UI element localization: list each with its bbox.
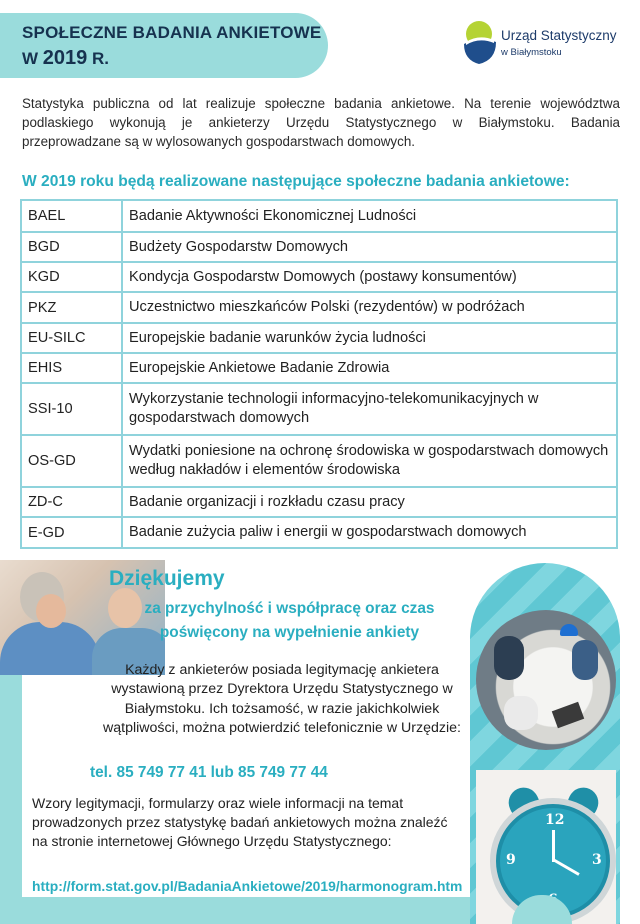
title-year: 2019 <box>42 47 88 69</box>
survey-code: KGD <box>21 262 122 292</box>
survey-name: Badanie Aktywności Ekonomicznej Ludności <box>122 200 617 232</box>
survey-code: E-GD <box>21 517 122 548</box>
survey-name: Badanie zużycia paliw i energii w gospodarstwach domowych <box>122 517 617 548</box>
info-text: Wzory legitymacji, formularzy oraz wiele informacji na temat prowadzonych przez statystykę badań ankietowych można znaleźć na stronie internetowej Głównego Urzędu Statystycznego: <box>32 795 448 849</box>
clock-numeral: 3 <box>592 852 602 868</box>
survey-name: Europejskie badanie warunków życia ludności <box>122 323 617 353</box>
survey-code: ZD-C <box>21 487 122 517</box>
survey-code: OS-GD <box>21 435 122 487</box>
table-row <box>21 517 617 548</box>
table-row <box>21 435 617 487</box>
surveys-heading: W 2019 roku będą realizowane następujące społeczne badania ankietowe: <box>22 173 570 190</box>
meeting-photo <box>476 610 616 750</box>
photo-figure <box>36 594 66 628</box>
surveys-table <box>20 199 618 549</box>
table-row <box>21 232 617 262</box>
survey-name: Kondycja Gospodarstw Domowych (postawy konsumentów) <box>122 262 617 292</box>
table-row <box>21 262 617 292</box>
identification-text: Każdy z ankieterów posiada legitymację ankietera wystawioną przez Dyrektora Urzędu Statystycznego w Białymstoku. Ich tożsamość, w razie jakichkolwiek wątpliwości, można potwierdzić telefonicznie w Urzędzie: <box>103 662 461 737</box>
intro-paragraph: Statystyka publiczna od lat realizuje społeczne badania ankietowe. Na terenie województwa podlaskiego wykonują je ankieterzy Urzędu Statystycznego w Białymstoku. Badania przeprowadzane są w wylosowanych gospodarstwach domowych. <box>22 96 620 149</box>
office-logo <box>462 20 632 70</box>
logo-city: w Białymstoku <box>501 47 562 58</box>
table-row <box>21 200 617 232</box>
page-title-line2 <box>22 47 328 70</box>
survey-name: Wykorzystanie technologii informacyjno-telekomunikacyjnych w gospodarstwach domowych <box>122 383 617 435</box>
page-title-line1: SPOŁECZNE BADANIA ANKIETOWE <box>22 23 322 42</box>
decorative-frame <box>0 675 22 924</box>
survey-code: EU-SILC <box>21 323 122 353</box>
title-banner <box>0 13 328 78</box>
survey-name: Budżety Gospodarstw Domowych <box>122 232 617 262</box>
photo-figure <box>504 696 538 730</box>
photo-figure <box>572 640 598 680</box>
table-row <box>21 383 617 435</box>
title-suffix: R. <box>92 49 110 68</box>
survey-code: SSI-10 <box>21 383 122 435</box>
logo-name: Urząd Statystyczny <box>501 28 617 43</box>
table-row <box>21 487 617 517</box>
table-row <box>21 323 617 353</box>
thanks-subtitle: za przychylność i współpracę oraz czas poświęcony na wypełnienie ankiety <box>144 600 435 641</box>
survey-name: Badanie organizacji i rozkładu czasu pracy <box>122 487 617 517</box>
title-prefix: W <box>22 49 39 68</box>
survey-name: Uczestnictwo mieszkańców Polski (rezydentów) w podróżach <box>122 292 617 323</box>
photo-figure <box>0 622 100 675</box>
survey-link[interactable]: http://form.stat.gov.pl/BadaniaAnkietowe/2019/harmonogram.htm <box>32 878 463 894</box>
survey-code: PKZ <box>21 292 122 323</box>
phone-numbers[interactable]: tel. 85 749 77 41 lub 85 749 77 44 <box>90 764 328 781</box>
survey-name: Europejskie Ankietowe Badanie Zdrowia <box>122 353 617 383</box>
survey-code: BGD <box>21 232 122 262</box>
laptop-icon <box>552 702 584 728</box>
survey-code: BAEL <box>21 200 122 232</box>
table-row <box>21 353 617 383</box>
hard-hat-icon <box>560 624 578 636</box>
survey-name: Wydatki poniesione na ochronę środowiska w gospodarstwach domowych według nakładów i elementów środowiska <box>122 435 617 487</box>
clock-numeral: 9 <box>506 852 516 868</box>
photo-figure <box>494 636 524 680</box>
logo-icon <box>462 20 498 66</box>
thanks-title: Dziękujemy <box>109 567 225 590</box>
decorative-strip <box>0 896 480 924</box>
table-row <box>21 292 617 323</box>
survey-code: EHIS <box>21 353 122 383</box>
clock-numeral: 12 <box>545 812 565 828</box>
